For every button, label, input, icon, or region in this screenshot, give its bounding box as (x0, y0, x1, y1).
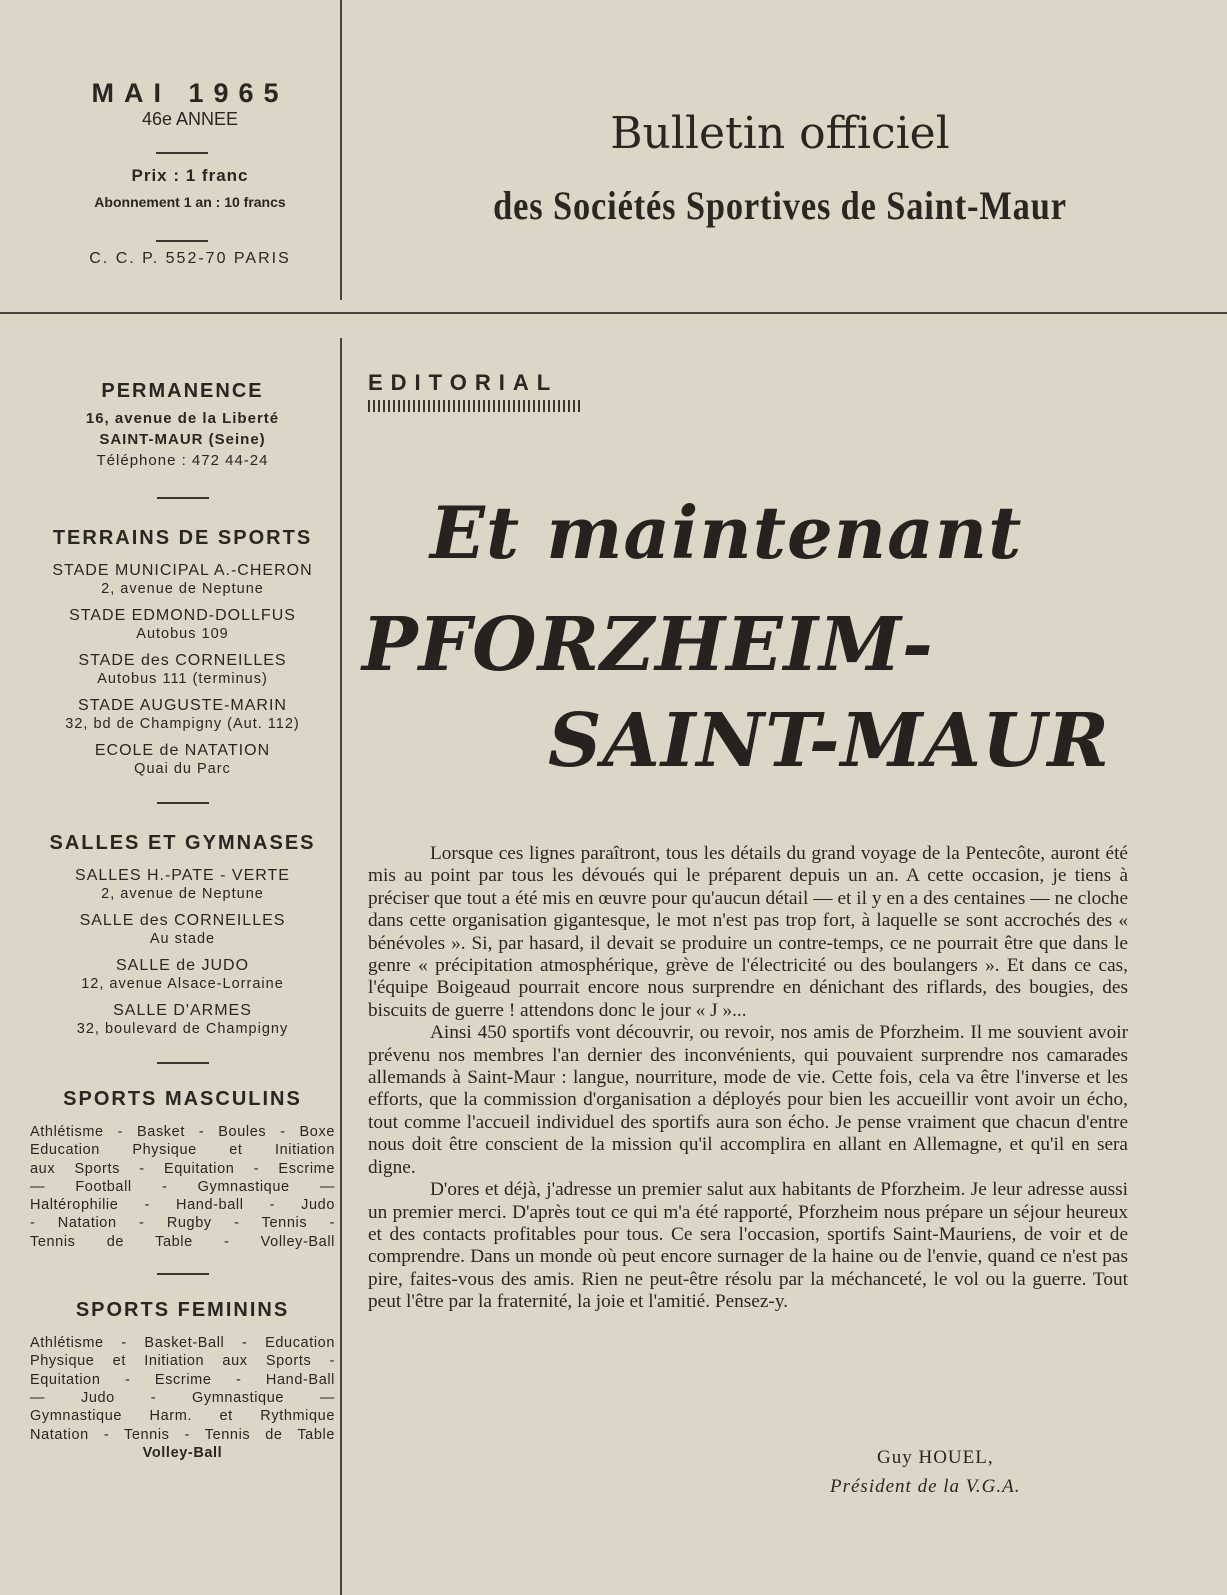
year-line: 46e ANNEE (141, 109, 239, 129)
sports-line: — Football - Gymnastique — (30, 1178, 335, 1195)
item-detail: Autobus 111 (terminus) (97, 671, 268, 687)
bulletin-subtitle: des Sociétés Sportives de Saint-Maur (493, 183, 1067, 228)
paragraph: Ainsi 450 sportifs vont découvrir, ou revoir, nos amis de Pforzheim. Il me souvient avoir prévenu nos membres l'an dernier des inconvénients, qui pouvaient surprendre nos camarades allemands à Saint-Maur : langue, nourriture, mode de vie. Cette fois, cela va être l'inverse et les efforts, que la commission d'organisation a déployés pour bien les accueillir vont avoir un écho, tout comme l'accueil individuel des sportifs aura son écho. Je pense vraiment que chacun d'entre nous doit être conscient de la mission qu'il accomplira en allant en Allemagne, et qu'il en sera digne. (368, 1022, 1128, 1178)
item-title: STADE MUNICIPAL A.-CHERON (52, 562, 313, 579)
section-heading: SPORTS FEMININS (75, 1299, 290, 1322)
editorial-underline (368, 400, 582, 412)
salles-section (30, 832, 335, 1038)
item-title: ECOLE de NATATION (94, 742, 271, 759)
item-detail: 2, avenue de Neptune (101, 581, 264, 597)
item-title: SALLE de JUDO (115, 957, 250, 974)
item-detail: 32, boulevard de Champigny (76, 1021, 289, 1037)
sports-line: Gymnastique Harm. et Rythmique (30, 1408, 335, 1425)
permanence-line: 16, avenue de la Liberté (85, 410, 280, 427)
section-heading: SPORTS MASCULINS (63, 1088, 302, 1110)
section-heading: TERRAINS DE SPORTS (52, 527, 313, 549)
sports-line: Education Physique et Initiation (30, 1142, 335, 1159)
sports-line: Tennis de Table - Volley-Ball (30, 1233, 335, 1250)
sports-line: aux Sports - Equitation - Escrime (30, 1160, 335, 1177)
list-item (30, 865, 335, 903)
list-item (30, 650, 335, 688)
section-heading: PERMANENCE (101, 380, 264, 402)
divider-dash (156, 152, 208, 154)
sports-line: Athlétisme - Basket-Ball - Education (30, 1335, 335, 1352)
sports-feminins-section (30, 1299, 335, 1462)
item-detail: Au stade (149, 931, 216, 947)
terrains-section (30, 527, 335, 778)
item-title: STADE EDMOND-DOLLFUS (69, 607, 296, 624)
headline-line-2: PFORZHEIM- (362, 602, 934, 688)
item-detail: 12, avenue Alsace-Lorraine (81, 976, 284, 992)
editorial-label: EDITORIAL (368, 370, 559, 395)
header-rule (0, 312, 1227, 314)
sports-line: Volley-Ball (142, 1444, 223, 1461)
list-item (30, 1000, 335, 1038)
list-item (30, 955, 335, 993)
list-item (30, 695, 335, 733)
sports-line: Haltérophilie - Hand-ball - Judo (30, 1197, 335, 1214)
sports-masculins-section (30, 1088, 335, 1251)
item-detail: Quai du Parc (134, 761, 231, 777)
sports-line: — Judo - Gymnastique — (30, 1389, 335, 1406)
item-title: STADE AUGUSTE-MARIN (78, 697, 287, 714)
issue-date: MAI 1965 (91, 78, 289, 108)
item-title: SALLE D'ARMES (113, 1002, 252, 1019)
list-item (30, 910, 335, 948)
permanence-line: SAINT-MAUR (Seine) (99, 431, 266, 448)
item-title: STADE des CORNEILLES (78, 652, 287, 669)
item-detail: 2, avenue de Neptune (101, 886, 264, 902)
bulletin-title: Bulletin officiel (610, 108, 950, 159)
headline-line-3: SAINT-MAUR (548, 698, 1111, 784)
paragraph: Lorsque ces lignes paraîtront, tous les détails du grand voyage de la Pentecôte, auront été mis au point par tous les dévoués qui le préparent depuis un an. A cette occasion, je tiens à préciser que tout a été mis en œuvre pour qu'aucun détail — et il y en a des centaines — ne cloche dans cette organisation gigantesque, le mot n'est pas trop fort, à laquelle se sont accrochés des « bénévoles ». Si, par hasard, il devait se produire un contre-temps, ce ne pourrait être que dans le genre « précipitation atmosphérique, grève de l'électricité ou des boulangers ». Et dans ce cas, l'équipe Boigeaud pourrait encore nous surprendre en dénichant des riflards, des bougies, des biscuits de guerre ! attendons donc le jour « J »... (368, 843, 1128, 1021)
item-title: SALLE des CORNEILLES (79, 912, 286, 929)
item-title: SALLES H.-PATE - VERTE (75, 867, 290, 884)
list-item (30, 605, 335, 643)
signature-name: Guy HOUEL, (877, 1447, 994, 1468)
divider-dash (157, 497, 209, 499)
divider-dash (157, 1062, 209, 1064)
body-column-divider (340, 338, 342, 1595)
sports-line: Equitation - Escrime - Hand-Ball (30, 1371, 335, 1388)
paragraph: D'ores et déjà, j'adresse un premier salut aux habitants de Pforzheim. Je leur adresse aussi un premier merci. D'après tout ce qui m'a été rapporté, Pforzheim nous prépare un séjour heureux et des contacts profitables pour tous. Ce sera l'occasion, sportifs Saint-Mauriens, de voir et de comprendre. Dans un monde où peut encore surnager de la haine ou de l'envie, quand ce n'est pas pire, faites-vous des amis. Rien ne peut-être résolu par la méchanceté, le vol ou la guerre. Tout peut l'être par la fraternité, la joie et l'amitié. Pensez-y. (368, 1179, 1128, 1313)
divider-dash (157, 1273, 209, 1275)
signature-title: Président de la V.G.A. (830, 1476, 1021, 1497)
sports-line: Natation - Tennis - Tennis de Table (30, 1426, 335, 1443)
item-detail: Autobus 109 (136, 626, 229, 642)
divider-dash (157, 802, 209, 804)
sports-line: Physique et Initiation aux Sports - (30, 1353, 335, 1370)
item-detail: 32, bd de Champigny (Aut. 112) (65, 716, 300, 732)
divider-dash (156, 240, 208, 242)
header-column-divider (340, 0, 342, 300)
subscription: Abonnement 1 an : 10 francs (94, 194, 286, 210)
price: Prix : 1 franc (131, 166, 249, 185)
list-item (30, 560, 335, 598)
ccp-account: C. C. P. 552-70 PARIS (89, 250, 291, 267)
sports-line: Athlétisme - Basket - Boules - Boxe (30, 1124, 335, 1140)
editorial-body (368, 843, 1128, 1314)
section-heading: SALLES ET GYMNASES (49, 832, 316, 854)
list-item (30, 740, 335, 778)
headline-line-1: Et maintenant (430, 490, 1023, 575)
permanence-line: Téléphone : 472 44-24 (96, 452, 269, 469)
sports-line: - Natation - Rugby - Tennis - (30, 1215, 335, 1232)
sidebar (30, 380, 335, 1462)
permanence-section (30, 380, 335, 471)
